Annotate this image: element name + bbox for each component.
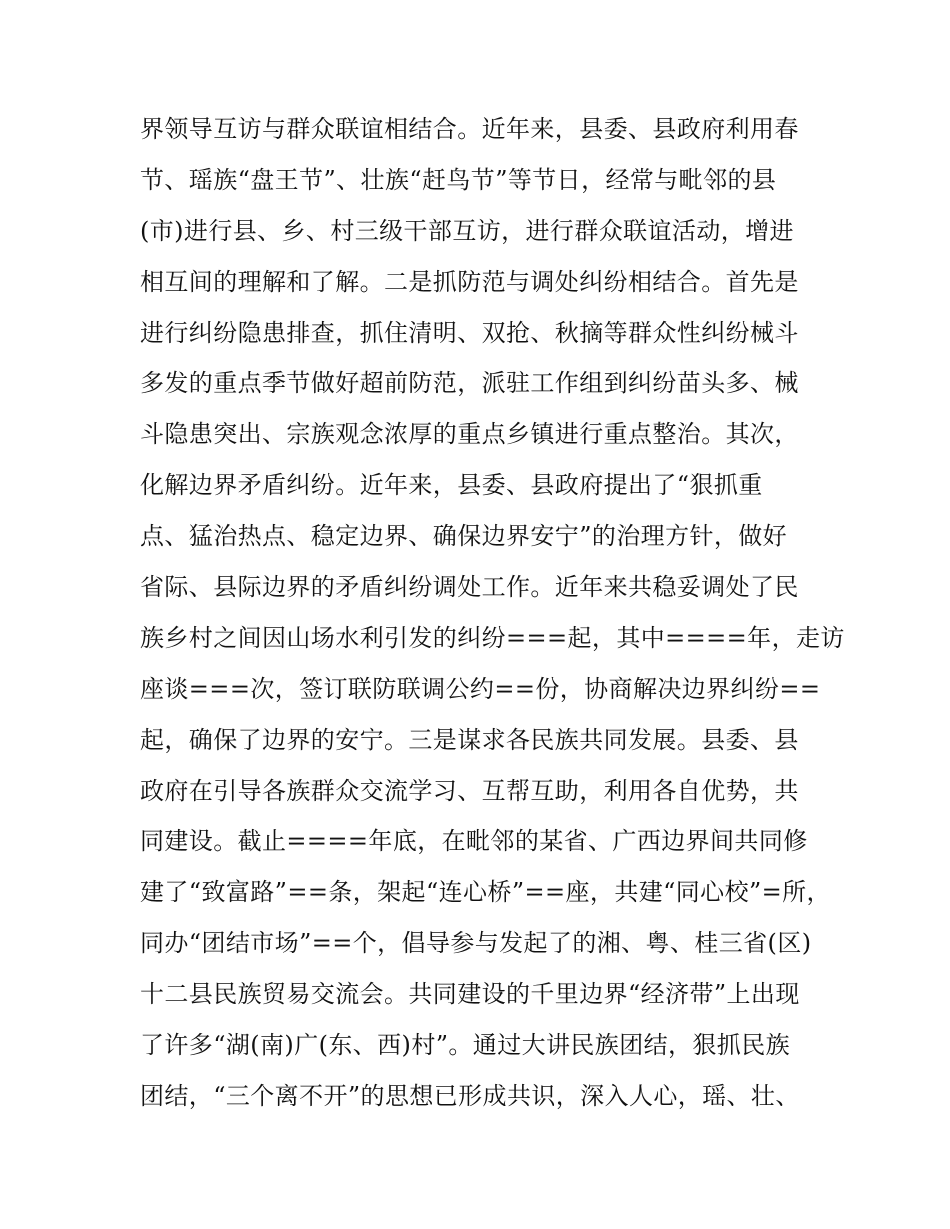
text-line: 斗隐患突出、宗族观念浓厚的重点乡镇进行重点整治。其次， (140, 420, 799, 449)
text-line: 起，确保了边界的安宁。三是谋求各民族共同发展。县委、县 (140, 725, 799, 754)
text-line: 多发的重点季节做好超前防范，派驻工作组到纠纷苗头多、械 (140, 369, 799, 398)
text-line: 建了“致富路”==条，架起“连心桥”==座，共建“同心校”=所， (140, 878, 831, 907)
text-line: (市)进行县、乡、村三级干部互访，进行群众联谊活动，增进 (140, 216, 794, 245)
document-body (140, 104, 845, 1122)
text-line: 同建设。截止====年底，在毗邻的某省、广西边界间共同修 (140, 827, 808, 856)
text-line: 族乡村之间因山场水利引发的纠纷===起，其中====年，走访 (140, 623, 845, 652)
text-line: 界领导互访与群众联谊相结合。近年来，县委、县政府利用春 (140, 115, 799, 143)
text-line: 同办“团结市场”==个，倡导参与发起了的湘、粤、桂三省(区) (140, 929, 812, 958)
text-line: 进行纠纷隐患排查，抓住清明、双抢、秋摘等群众性纠纷械斗 (140, 318, 799, 347)
text-line: 省际、县际边界的矛盾纠纷调处工作。近年来共稳妥调处了民 (140, 573, 799, 602)
text-line: 了许多“湖(南)广(东、西)村”。通过大讲民族团结，狠抓民族 (140, 1031, 790, 1060)
text-line: 相互间的理解和了解。二是抓防范与调处纠纷相结合。首先是 (140, 267, 799, 296)
text-line: 座谈===次，签订联防联调公约==份，协商解决边界纠纷== (140, 674, 821, 703)
text-line: 节、瑶族“盘王节”、壮族“赶鸟节”等节日，经常与毗邻的县 (140, 165, 777, 194)
text-line: 化解边界矛盾纠纷。近年来，县委、县政府提出了“狠抓重 (140, 471, 763, 500)
text-line: 团结，“三个离不开”的思想已形成共识，深入人心，瑶、壮、 (140, 1081, 800, 1110)
text-line: 点、猛治热点、稳定边界、确保边界安宁”的治理方针，做好 (140, 522, 788, 551)
text-line: 政府在引导各族群众交流学习、互帮互助，利用各自优势，共 (140, 776, 799, 805)
text-line: 十二县民族贸易交流会。共同建设的千里边界“经济带”上出现 (140, 980, 800, 1009)
